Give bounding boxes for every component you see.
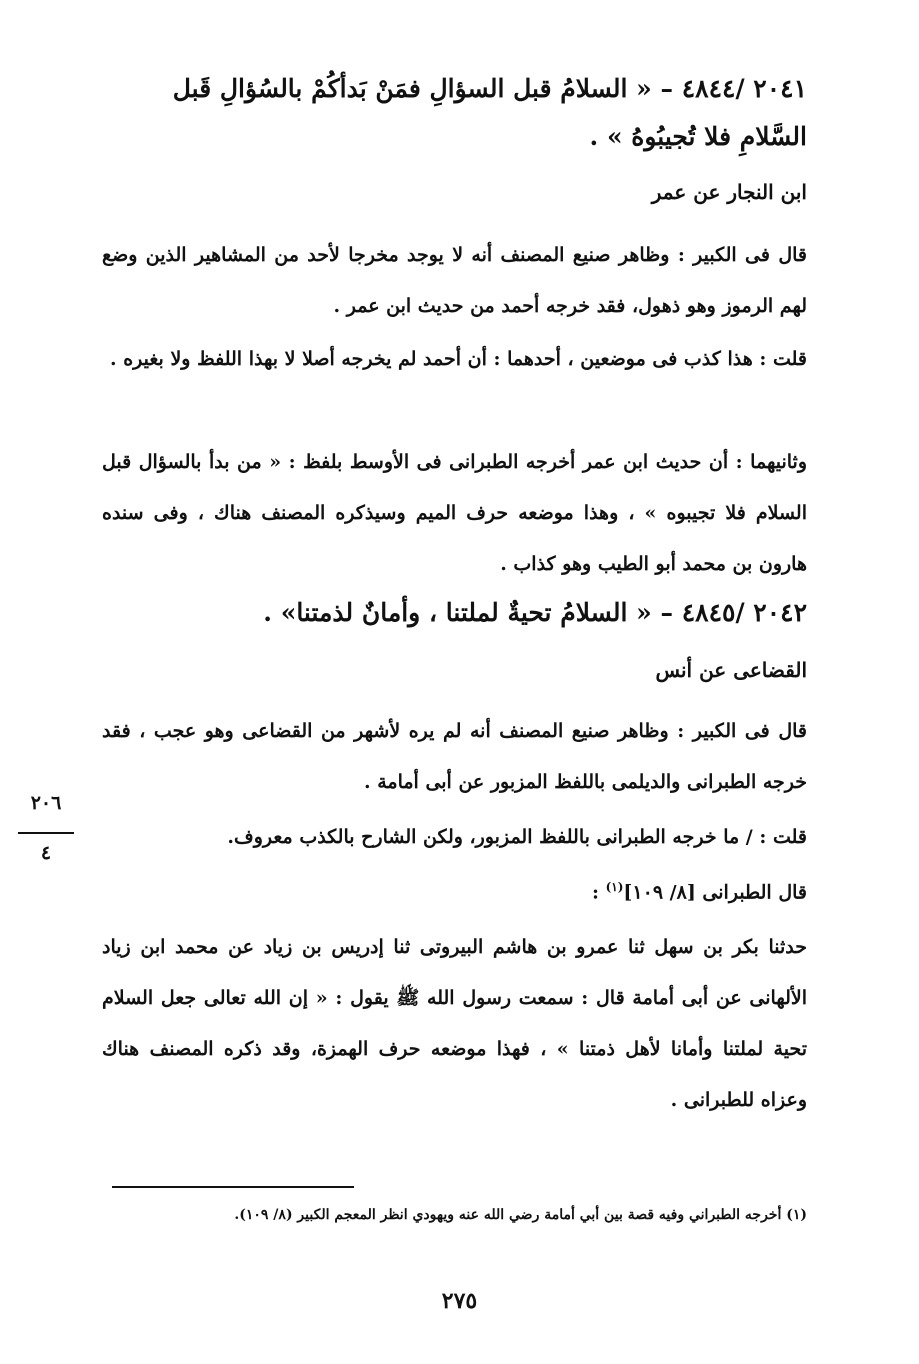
footnote-ref: (١) (605, 880, 624, 894)
paragraph-4-text: وظاهر صنيع المصنف أنه لم يره لأشهر من القضاعى وهو عجب ، فقد خرجه الطبرانى والديلمى باللفظ المزبور عن أبى أمامة . (102, 720, 807, 793)
paragraph-6-text: قال الطبرانى [٨/ ١٠٩] (623, 881, 807, 904)
footnote-divider (112, 1186, 354, 1188)
paragraph-3 (102, 437, 807, 590)
margin-reference-top: ٢٠٦ (30, 792, 62, 814)
paragraph-2 (102, 334, 807, 385)
footnote: (١) أخرجه الطبراني وفيه قصة بين أبي أمامة رضي الله عنه ويهودي انظر المعجم الكبير (٨/ ١٠٩). (234, 1207, 807, 1223)
paragraph-5-label: قلت : (759, 826, 807, 848)
paragraph-2-label: قلت : (759, 348, 807, 370)
paragraph-5-text: / ما خرجه الطبرانى باللفظ المزبور، ولكن الشارح بالكذب معروف. (227, 826, 760, 848)
hadith-entry-2041-line-1: ٢٠٤١ /٤٨٤٤ – « السلامُ قبل السؤالِ فمَنْ بَدأكُمْ بالسُؤالِ قَبل (172, 74, 807, 103)
source-heading-1: ابن النجار عن عمر (651, 180, 807, 204)
source-heading-2: القضاعى عن أنس (655, 658, 807, 682)
margin-reference-bottom: ٤ (40, 842, 52, 864)
paragraph-1 (102, 230, 807, 332)
paragraph-7-text: حدثنا بكر بن سهل ثنا عمرو بن هاشم البيروتى ثنا إدريس بن زياد عن محمد ابن زياد الألهانى عن أبى أمامة قال : سمعت رسول الله ﷺ يقول : « إن الله تعالى جعل السلام تحية لملتنا وأمانا لأهل ذمتنا » ، فهذا موضعه حرف الهمزة، وقد ذكره المصنف هناك وعزاه للطبرانى . (102, 936, 807, 1111)
paragraph-4-label: قال فى الكبير : (677, 720, 807, 742)
paragraph-5 (102, 812, 807, 863)
hadith-entry-2042: ٢٠٤٢ /٤٨٤٥ – « السلامُ تحيةٌ لملتنا ، وأمانٌ لذمتنا» . (263, 598, 807, 627)
margin-reference-divider (18, 832, 74, 834)
paragraph-1-label: قال فى الكبير : (677, 244, 807, 266)
paragraph-6-tail: : (591, 881, 606, 904)
paragraph-1-text: وظاهر صنيع المصنف أنه لا يوجد مخرجا لأحد من المشاهير الذين وضع لهم الرموز وهو ذهول، فقد خرجه أحمد من حديث ابن عمر . (102, 244, 807, 317)
paragraph-2-text: هذا كذب فى موضعين ، أحدهما : أن أحمد لم يخرجه أصلا لا بهذا اللفظ ولا بغيره . (109, 348, 760, 370)
hadith-entry-2041-line-2: السَّلامِ فلا تُجيبُوهُ » . (589, 122, 807, 151)
paragraph-6 (592, 862, 807, 918)
paragraph-4 (102, 706, 807, 808)
paragraph-3-text: وثانيهما : أن حديث ابن عمر أخرجه الطبرانى فى الأوسط بلفظ : « من بدأ بالسؤال قبل السلام فلا تجيبوه » ، وهذا موضعه حرف الميم وسيذكره المصنف هناك ، وفى سنده هارون بن محمد أبو الطيب وهو كذاب . (102, 451, 807, 575)
page-number: ٢٧٥ (441, 1288, 478, 1314)
paragraph-7 (102, 922, 807, 1126)
